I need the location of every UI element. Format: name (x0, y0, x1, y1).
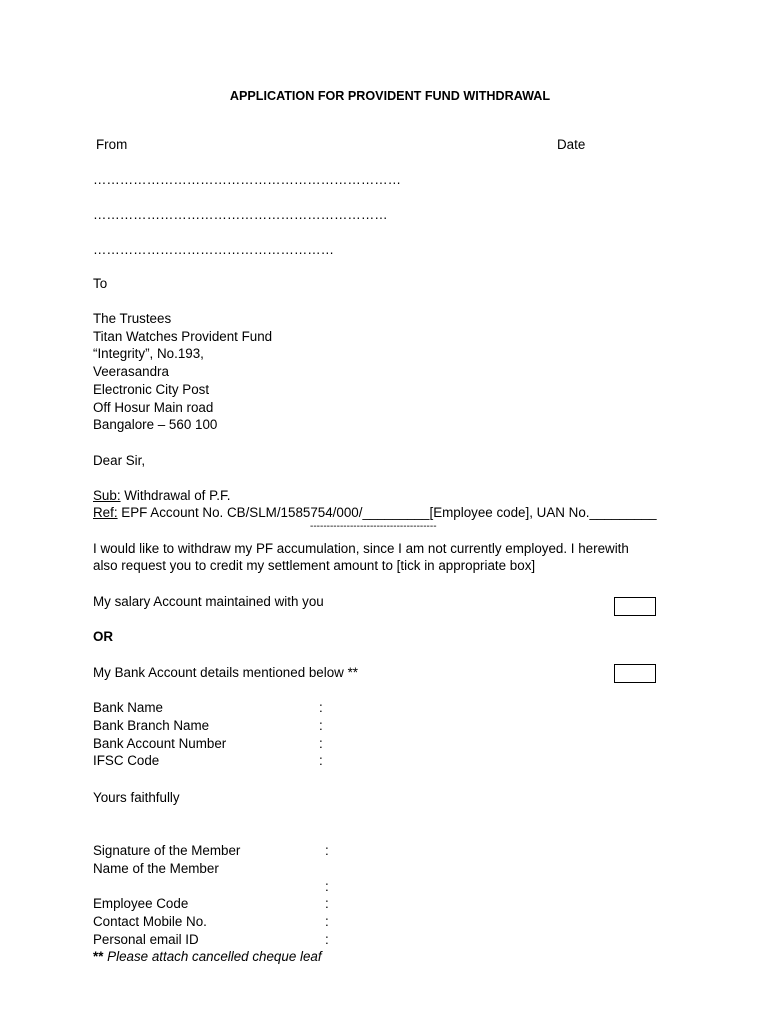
bank-branch-label: Bank Branch Name (93, 718, 210, 733)
subject-line (93, 487, 230, 504)
bank-account-checkbox[interactable] (614, 664, 656, 683)
address-line-3: “Integrity”, No.193, (93, 346, 204, 361)
address-line-1: The Trustees (93, 311, 172, 326)
ifsc-code-colon: : (319, 753, 323, 768)
salutation: Dear Sir, (93, 453, 146, 468)
email-label: Personal email ID (93, 932, 199, 947)
address-line-6: Off Hosur Main road (93, 400, 214, 415)
option-salary-account: My salary Account maintained with you (93, 594, 324, 609)
subject-label: Sub: (93, 488, 121, 503)
to-label: To (93, 276, 108, 291)
footnote-mark: ** (93, 949, 104, 964)
from-label: From (96, 137, 128, 152)
salary-account-checkbox[interactable] (614, 597, 656, 616)
employee-code-colon: : (325, 896, 329, 911)
address-line-7: Bangalore – 560 100 (93, 417, 218, 432)
from-line-2: ………………………………………………………… (93, 207, 388, 222)
reference-text: EPF Account No. CB/SLM/1585754/000/_________[Employee code], UAN No._________ (117, 505, 657, 520)
body-line-2: also request you to credit my settlement amount to [tick in appropriate box] (93, 558, 536, 573)
closing: Yours faithfully (93, 790, 180, 805)
subject-text: Withdrawal of P.F. (120, 488, 231, 503)
email-colon: : (325, 932, 329, 947)
employee-code-label: Employee Code (93, 896, 189, 911)
signature-colon: : (325, 843, 329, 858)
body-line-1: I would like to withdraw my PF accumulation, since I am not currently employed. I herewith (93, 541, 629, 556)
bank-name-colon: : (319, 700, 323, 715)
option-bank-account: My Bank Account details mentioned below ** (93, 665, 358, 680)
bank-account-number-colon: : (319, 736, 323, 751)
or-label: OR (93, 629, 114, 644)
contact-mobile-label: Contact Mobile No. (93, 914, 207, 929)
footnote-text: Please attach cancelled cheque leaf (107, 949, 322, 964)
date-label: Date (557, 137, 586, 152)
address-line-5: Electronic City Post (93, 382, 210, 397)
reference-label: Ref: (93, 505, 118, 520)
document-title: APPLICATION FOR PROVIDENT FUND WITHDRAWAL (229, 89, 551, 103)
bank-account-number-label: Bank Account Number (93, 736, 227, 751)
address-line-2: Titan Watches Provident Fund (93, 329, 273, 344)
member-name-colon: : (325, 879, 329, 894)
bank-branch-colon: : (319, 718, 323, 733)
address-line-4: Veerasandra (93, 364, 169, 379)
contact-mobile-colon: : (325, 914, 329, 929)
signature-label: Signature of the Member (93, 843, 241, 858)
from-line-1: …………………………………………………………… (93, 172, 401, 187)
footnote (93, 948, 322, 965)
bank-name-label: Bank Name (93, 700, 163, 715)
from-line-3: ……………………………………………… (93, 242, 335, 257)
ifsc-code-label: IFSC Code (93, 753, 160, 768)
separator-line: -------------------------------------- (310, 521, 437, 532)
reference-line (93, 504, 657, 521)
member-name-label: Name of the Member (93, 861, 219, 876)
